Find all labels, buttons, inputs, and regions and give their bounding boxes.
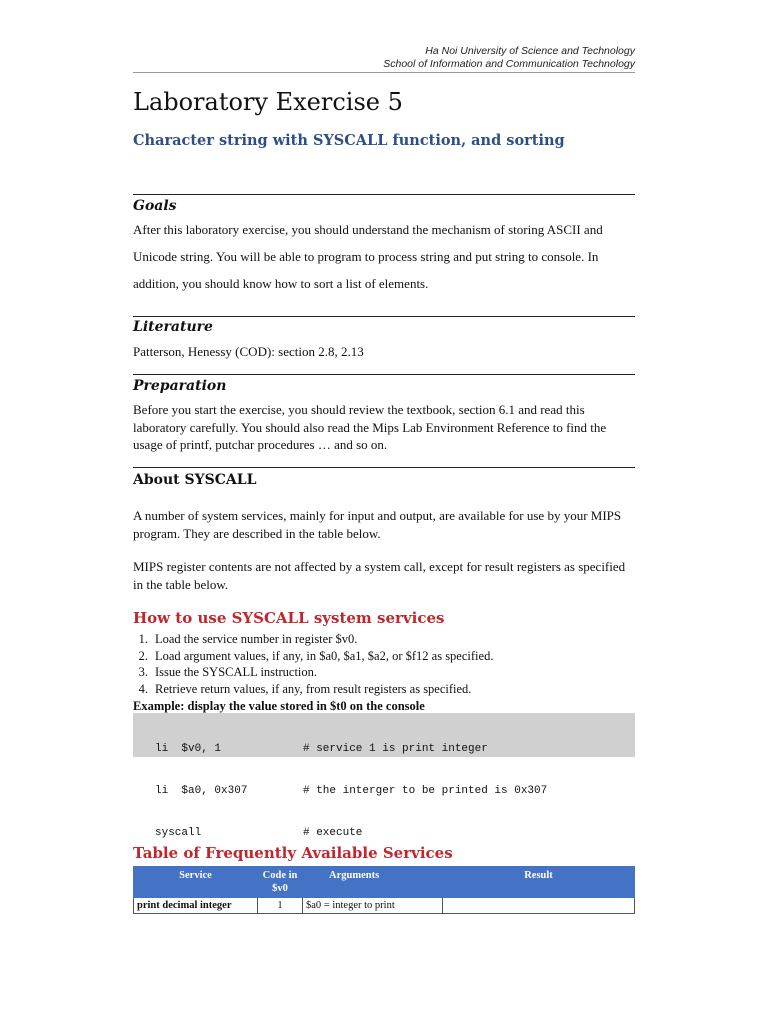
col-header-code: Code in $v0 <box>258 867 303 898</box>
step-number: 2. <box>138 648 148 663</box>
preparation-divider <box>133 374 635 375</box>
header-divider <box>133 72 635 73</box>
code-block <box>133 713 635 839</box>
col-header-service: Service <box>134 867 258 898</box>
col-header-result: Result <box>443 867 635 898</box>
page-subtitle: Character string with SYSCALL function, and sorting <box>133 132 565 149</box>
step-number: 1. <box>138 632 148 646</box>
step-text: Issue the SYSCALL instruction. <box>155 665 318 680</box>
cell-arguments: $a0 = integer to print <box>303 898 443 914</box>
literature-heading: Literature <box>133 319 213 335</box>
goals-text: After this laboratory exercise, you should understand the mechanism of storing ASCII and Unicode string. You will be able to program to process string and put string to console. In addition, you should know how to sort a list of elements. <box>133 222 603 291</box>
step-number: 3. <box>138 665 148 680</box>
code-instruction: li $a0, 0x307 <box>155 785 248 797</box>
cell-result <box>443 898 635 914</box>
goals-heading: Goals <box>133 198 177 214</box>
list-item <box>133 631 635 648</box>
step-text: Load the service number in register $v0. <box>155 632 358 646</box>
code-line <box>133 742 635 756</box>
col-header-arguments: Arguments <box>303 867 443 898</box>
code-comment: # execute <box>303 827 363 839</box>
code-instruction: syscall <box>155 827 202 839</box>
table-header-row <box>134 867 635 898</box>
code-comment: # service 1 is print integer <box>303 743 488 755</box>
cell-service: print decimal integer <box>134 898 258 914</box>
table-row <box>134 898 635 914</box>
howto-heading: How to use SYSCALL system services <box>133 609 445 627</box>
services-heading: Table of Frequently Available Services <box>133 844 453 862</box>
cell-code: 1 <box>258 898 303 914</box>
howto-steps <box>133 631 635 698</box>
about-para-2: MIPS register contents are not affected by a system call, except for result registers as specified in the table below. <box>133 559 626 592</box>
code-instruction: li $v0, 1 <box>155 743 222 755</box>
step-number: 4. <box>138 682 148 697</box>
list-item <box>133 681 635 698</box>
literature-text: Patterson, Henessy (COD): section 2.8, 2.13 <box>133 344 364 359</box>
code-line <box>133 826 635 840</box>
services-table <box>133 866 635 914</box>
code-comment: # the interger to be printed is 0x307 <box>303 785 548 797</box>
about-heading: About SYSCALL <box>133 472 257 488</box>
preparation-text: Before you start the exercise, you should review the textbook, section 6.1 and read this laboratory carefully. You should also read the Mips Lab Environment Reference to find the usage of printf, putchar procedures … and so on. <box>133 402 607 452</box>
list-item <box>133 664 635 681</box>
page-title: Laboratory Exercise 5 <box>133 88 403 116</box>
code-line <box>133 784 635 798</box>
about-para-1: A number of system services, mainly for input and output, are available for use by your MIPS program. They are described in the table below. <box>133 508 622 541</box>
step-text: Retrieve return values, if any, from result registers as specified. <box>155 682 472 697</box>
list-item <box>133 648 635 665</box>
example-caption: Example: display the value stored in $t0 on the console <box>133 699 425 713</box>
literature-divider <box>133 316 635 317</box>
header-university: Ha Noi University of Science and Technology <box>425 45 635 57</box>
header-school: School of Information and Communication Technology <box>383 58 635 70</box>
step-text: Load argument values, if any, in $a0, $a1, $a2, or $f12 as specified. <box>155 648 494 663</box>
about-divider <box>133 467 635 468</box>
goals-divider <box>133 194 635 195</box>
preparation-heading: Preparation <box>133 378 227 394</box>
